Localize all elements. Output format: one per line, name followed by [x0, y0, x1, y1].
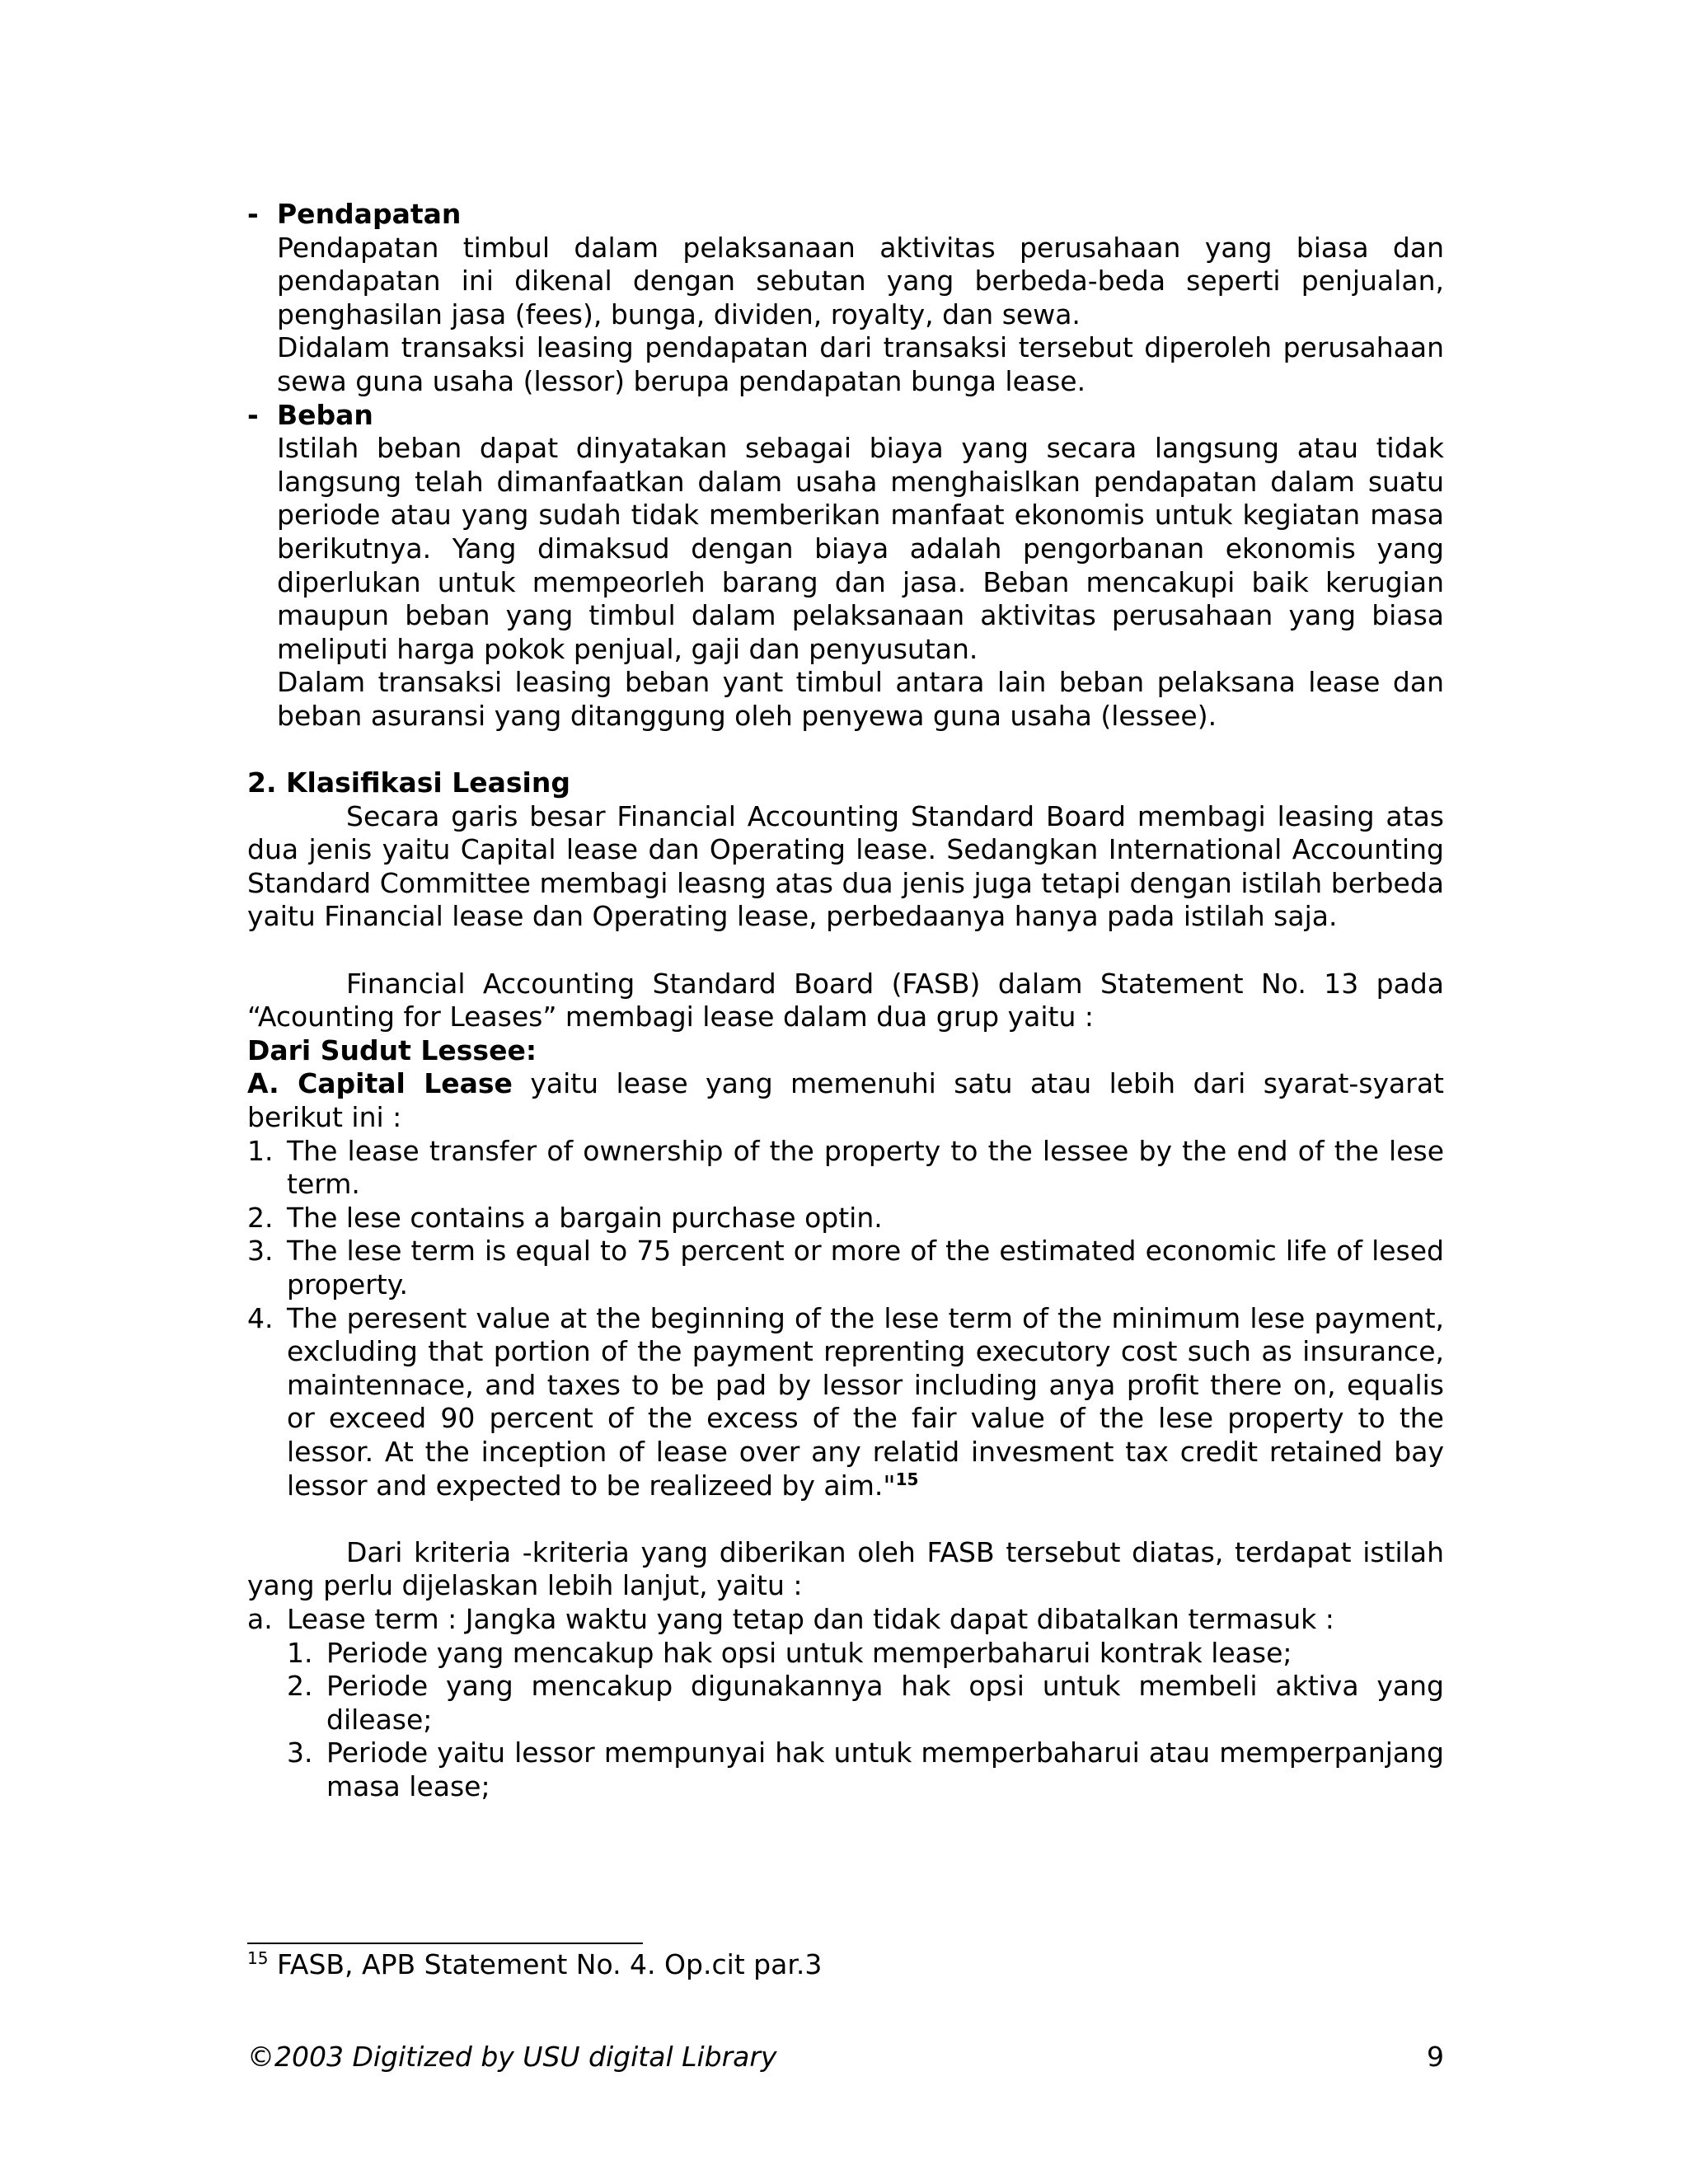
list-text: Periode yaitu lessor mempunyai hak untuk memperbaharui atau memperpanjang masa lease;: [326, 1736, 1444, 1802]
dash-bullet: -: [247, 198, 259, 230]
fasb-paragraph: Financial Accounting Standard Board (FASB) dalam Statement No. 13 pada “Acounting for Leases” membagi lease dalam dua grup yaitu :: [247, 967, 1444, 1033]
section-title: Beban: [277, 398, 373, 431]
list-text: Lease term : Jangka waktu yang tetap dan tidak dapat dibatalkan termasuk :: [287, 1602, 1334, 1635]
footer-copyright: ©2003 Digitized by USU digital Library: [247, 2041, 777, 2073]
list-text-with-footnote: [287, 1302, 1444, 1503]
list-item: [247, 1202, 1444, 1235]
beban-paragraph-1: Istilah beban dapat dinyatakan sebagai biaya yang secara langsung atau tidak langsung telah dimanfaatkan dalam usaha menghaislkan pendapatan dalam suatu periode atau yang sudah tidak memberikan manfaat ekonomis untuk kegiatan masa berikutnya. Yang dimaksud dengan biaya adalah pengorbanan ekonomis yang diperlukan untuk mempeorleh barang dan jasa. Beban mencakupi baik kerugian maupun beban yang timbul dalam pelaksanaan aktivitas perusahaan yang biasa meliputi harga pokok penjual, gaji dan penyusutan.: [277, 432, 1444, 665]
list-number: 4.: [247, 1301, 274, 1334]
list-number: 2.: [287, 1670, 313, 1703]
capital-lease-definition: yaitu lease yang memenuhi satu atau lebih dari syarat-syarat berikut ini :: [247, 1067, 1444, 1134]
sub-heading-lessee: Dari Sudut Lessee:: [247, 1033, 537, 1066]
klasifikasi-heading: 2. Klasifikasi Leasing: [247, 766, 570, 799]
list-text: Periode yang mencakup digunakannya hak opsi untuk membeli aktiva yang dilease;: [326, 1670, 1444, 1736]
pendapatan-paragraph-1: Pendapatan timbul dalam pelaksanaan aktivitas perusahaan yang biasa dan pendapatan ini dikenal dengan sebutan yang berbeda-beda seperti penjualan, penghasilan jasa (fees), bunga, dividen, royalty, dan sewa.: [277, 231, 1444, 330]
section-beban-heading: [247, 399, 1444, 433]
list-letter: a.: [247, 1602, 273, 1635]
list-text: The lese contains a bargain purchase optin.: [287, 1201, 883, 1234]
sub-list-item: [287, 1670, 1444, 1736]
list-text: The lese term is equal to 75 percent or more of the estimated economic life of lesed property.: [287, 1235, 1444, 1301]
list-number: 2.: [247, 1201, 274, 1234]
beban-paragraph-2: Dalam transaksi leasing beban yant timbul antara lain beban pelaksana lease dan beban asuransi yang ditanggung oleh penyewa guna usaha (lessee).: [277, 666, 1444, 732]
capital-lease-term: A. Capital Lease: [247, 1067, 513, 1100]
list-number: 1.: [247, 1134, 274, 1167]
list-text: Periode yang mencakup hak opsi untuk memperbaharui kontrak lease;: [326, 1636, 1292, 1669]
list-item: [247, 1302, 1444, 1503]
footnote: [247, 1948, 822, 1981]
klasifikasi-paragraph-1: Secara garis besar Financial Accounting Standard Board membagi leasing atas dua jenis yaitu Capital lease dan Operating lease. Sedangkan International Accounting Standard Committee membagi leasng atas dua jenis juga tetapi dengan istilah berbeda yaitu Financial lease dan Operating lease, perbedaanya hanya pada istilah saja.: [247, 799, 1444, 933]
dash-bullet: -: [247, 398, 259, 431]
list-text: The peresent value at the beginning of the lese term of the minimum lese payment, excluding that portion of the payment reprenting executory cost such as insurance, maintennace, and taxes to be pad by lessor including anya profit there on, equalis or exceed 90 percent of the excess of the fair value of the lese property to the lessor. At the inception of lease over any relatid invesment tax credit retained bay lessor and expected to be realizeed by aim.": [287, 1301, 1444, 1502]
list-number: 3.: [287, 1736, 313, 1769]
section-pendapatan-heading: [247, 198, 1444, 232]
page-number: 9: [1427, 2041, 1444, 2073]
footnote-number: 15: [247, 1948, 269, 1968]
sub-list-item: [287, 1637, 1444, 1671]
sub-list-item: [287, 1736, 1444, 1803]
list-number: 3.: [247, 1235, 274, 1268]
page-body: [247, 198, 1444, 1804]
list-text: The lease transfer of ownership of the property to the lessee by the end of the lese term.: [287, 1134, 1444, 1201]
kriteria-paragraph: Dari kriteria -kriteria yang diberikan oleh FASB tersebut diatas, terdapat istilah yang perlu dijelaskan lebih lanjut, yaitu :: [247, 1535, 1444, 1602]
list-item: [247, 1235, 1444, 1301]
capital-lease-paragraph: [247, 1067, 1444, 1134]
list-number: 1.: [287, 1636, 313, 1669]
footnote-separator: [247, 1943, 643, 1944]
pendapatan-paragraph-2: Didalam transaksi leasing pendapatan dari transaksi tersebut diperoleh perusahaan sewa guna usaha (lessor) berupa pendapatan bunga lease.: [277, 331, 1444, 397]
footnote-reference[interactable]: 15: [895, 1469, 919, 1489]
section-title: Pendapatan: [277, 198, 462, 230]
list-item: [247, 1135, 1444, 1202]
list-item: [247, 1603, 1444, 1637]
footnote-text: FASB, APB Statement No. 4. Op.cit par.3: [268, 1948, 823, 1980]
